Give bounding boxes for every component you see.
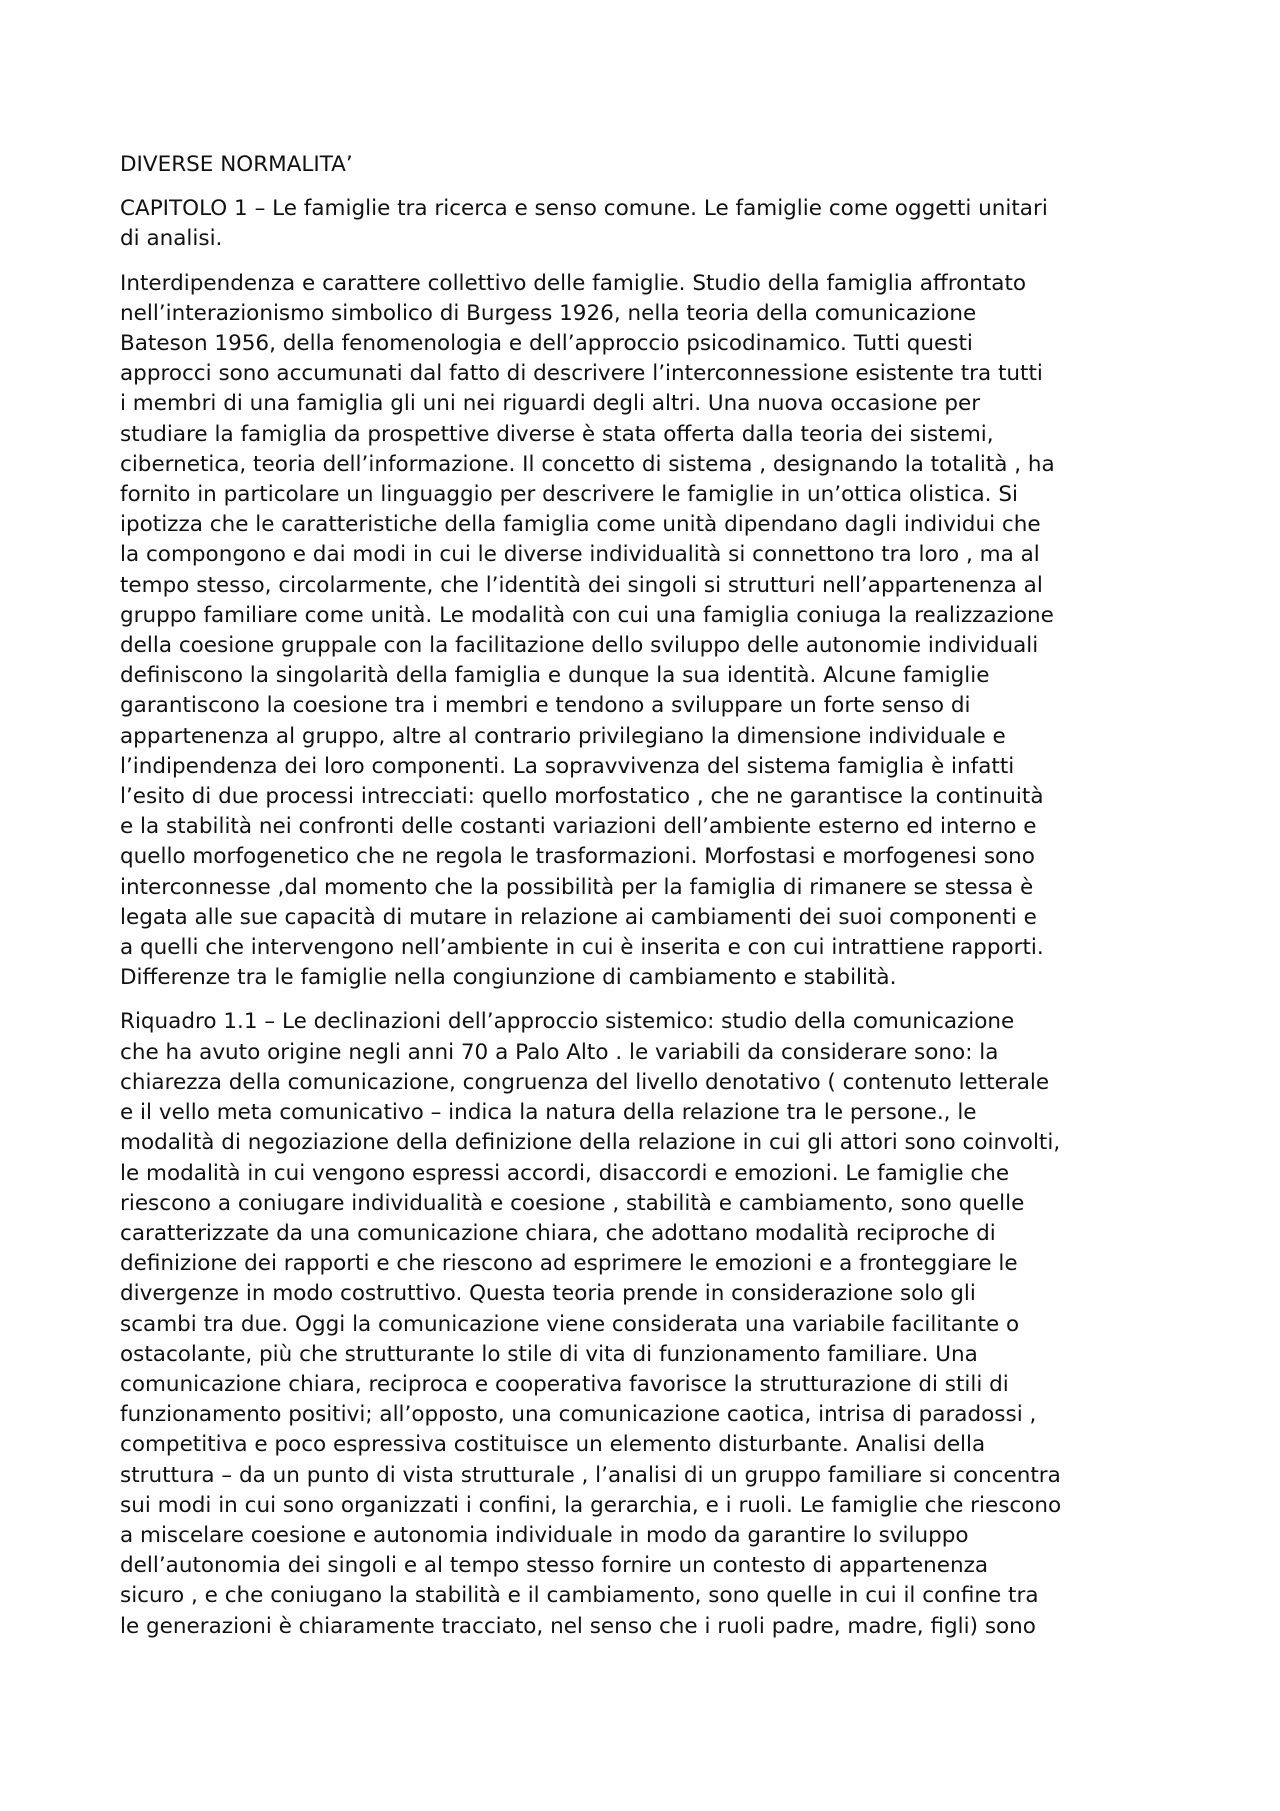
text-line: approcci sono accumunati dal fatto di descrivere l’interconnessione esistente tra tutti <box>120 361 1043 387</box>
chapter-line: di analisi. <box>120 226 223 252</box>
text-line: nell’interazionismo simbolico di Burgess 1926, nella teoria della comunicazione <box>120 300 977 326</box>
text-line: l’esito di due processi intrecciati: quello morfostatico , che ne garantisce la continuità <box>120 784 1044 810</box>
text-line: sicuro , e che coniugano la stabilità e il cambiamento, sono quelle in cui il confine tra <box>120 1583 1039 1609</box>
text-line: e la stabilità nei confronti delle costanti variazioni dell’ambiente esterno ed interno e <box>120 814 1037 840</box>
text-line: ostacolante, più che strutturante lo stile di vita di funzionamento familiare. Una <box>120 1341 978 1367</box>
text-line: a miscelare coesione e autonomia individuale in modo da garantire lo sviluppo <box>120 1522 969 1548</box>
text-line: Differenze tra le famiglie nella congiunzione di cambiamento e stabilità. <box>120 965 897 991</box>
text-line: struttura – da un punto di vista strutturale , l’analisi di un gruppo familiare si concentra <box>120 1462 1061 1488</box>
text-line: tempo stesso, circolarmente, che l’identità dei singoli si strutturi nell’appartenenza al <box>120 572 1043 598</box>
text-line: a quelli che intervengono nell’ambiente in cui è inserita e con cui intrattiene rapporti. <box>120 935 1044 961</box>
text-line: caratterizzate da una comunicazione chiara, che adottano modalità reciproche di <box>120 1220 996 1246</box>
text-line: e il vello meta comunicativo – indica la natura della relazione tra le persone., le <box>120 1100 977 1126</box>
text-line: divergenze in modo costruttivo. Questa teoria prende in considerazione solo gli <box>120 1281 976 1307</box>
text-line: Bateson 1956, della fenomenologia e dell’approccio psicodinamico. Tutti questi <box>120 331 973 357</box>
chapter-line: CAPITOLO 1 – Le famiglie tra ricerca e senso comune. Le famiglie come oggetti unitari <box>120 196 1048 222</box>
text-line: Riquadro 1.1 – Le declinazioni dell’approccio sistemico: studio della comunicazione <box>120 1009 1015 1035</box>
text-line: definiscono la singolarità della famiglia e dunque la sua identità. Alcune famiglie <box>120 663 990 689</box>
text-line: della coesione gruppale con la facilitazione dello sviluppo delle autonomie individuali <box>120 633 1039 659</box>
text-line: chiarezza della comunicazione, congruenza del livello denotativo ( contenuto letterale <box>120 1069 1050 1095</box>
text-line: i membri di una famiglia gli uni nei riguardi degli altri. Una nuova occasione per <box>120 391 981 417</box>
paragraph-systems-theory <box>120 269 1160 994</box>
text-line: funzionamento positivi; all’opposto, una comunicazione caotica, intrisa di paradossi , <box>120 1402 1037 1428</box>
text-line: dell’autonomia dei singoli e al tempo stesso fornire un contesto di appartenenza <box>120 1553 989 1579</box>
text-line: gruppo familiare come unità. Le modalità con cui una famiglia coniuga la realizzazione <box>120 602 1054 628</box>
text-line: riescono a coniugare individualità e coesione , stabilità e cambiamento, sono quelle <box>120 1190 1025 1216</box>
text-line: garantiscono la coesione tra i membri e tendono a sviluppare un forte senso di <box>120 693 971 719</box>
text-line: l’indipendenza dei loro componenti. La sopravvivenza del sistema famiglia è infatti <box>120 753 1015 779</box>
title-line: DIVERSE NORMALITA’ <box>120 152 353 177</box>
text-line: Interdipendenza e carattere collettivo delle famiglie. Studio della famiglia affrontato <box>120 270 1027 296</box>
document-title <box>120 150 1160 180</box>
chapter-heading <box>120 194 1160 254</box>
text-line: legata alle sue capacità di mutare in relazione ai cambiamenti dei suoi componenti e <box>120 904 1037 930</box>
text-line: ipotizza che le caratteristiche della famiglia come unità dipendano dagli individui che <box>120 512 1041 538</box>
text-line: studiare la famiglia da prospettive diverse è stata offerta dalla teoria dei sistemi, <box>120 421 994 447</box>
text-line: modalità di negoziazione della definizione della relazione in cui gli attori sono coinvolti, <box>120 1130 1061 1156</box>
text-line: definizione dei rapporti e che riescono ad esprimere le emozioni e a fronteggiare le <box>120 1251 1018 1277</box>
text-line: appartenenza al gruppo, altre al contrario privilegiano la dimensione individuale e <box>120 723 1006 749</box>
text-line: sui modi in cui sono organizzati i confini, la gerarchia, e i ruoli. Le famiglie che riescono <box>120 1492 1062 1518</box>
text-line: cibernetica, teoria dell’informazione. Il concetto di sistema , designando la totalità , ha <box>120 451 1055 477</box>
document-page <box>120 150 1160 1656</box>
text-line: scambi tra due. Oggi la comunicazione viene considerata una variabile facilitante o <box>120 1311 1020 1337</box>
text-line: la compongono e dai modi in cui le diverse individualità si connettono tra loro , ma al <box>120 542 1040 568</box>
text-line: comunicazione chiara, reciproca e cooperativa favorisce la strutturazione di stili di <box>120 1371 1009 1397</box>
text-line: competitiva e poco espressiva costituisce un elemento disturbante. Analisi della <box>120 1432 986 1458</box>
paragraph-riquadro <box>120 1007 1160 1641</box>
text-line: che ha avuto origine negli anni 70 a Palo Alto . le variabili da considerare sono: la <box>120 1039 999 1065</box>
text-line: interconnesse ,dal momento che la possibilità per la famiglia di rimanere se stessa è <box>120 874 1034 900</box>
text-line: fornito in particolare un linguaggio per descrivere le famiglie in un’ottica olistica. Si <box>120 482 1018 508</box>
text-line: quello morfogenetico che ne regola le trasformazioni. Morfostasi e morfogenesi sono <box>120 844 1035 870</box>
text-line: le modalità in cui vengono espressi accordi, disaccordi e emozioni. Le famiglie che <box>120 1160 1010 1186</box>
text-line: le generazioni è chiaramente tracciato, nel senso che i ruoli padre, madre, figli) sono <box>120 1613 1036 1639</box>
